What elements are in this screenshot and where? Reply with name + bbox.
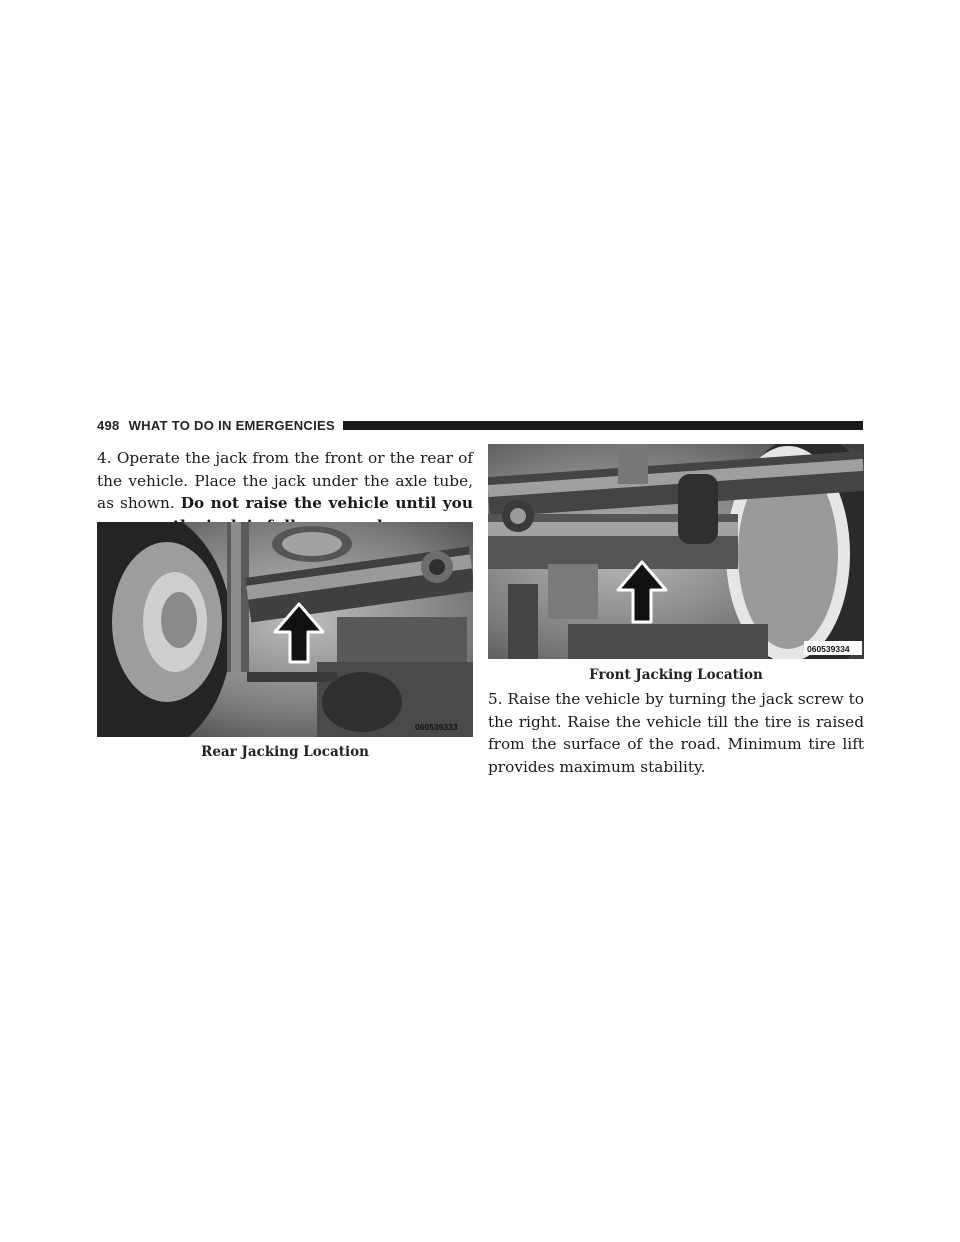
section-title: WHAT TO DO IN EMERGENCIES [128, 417, 335, 433]
front-jacking-image [488, 444, 864, 659]
header-rule [343, 421, 863, 430]
page-number: 498 [97, 417, 120, 433]
rear-jacking-image [97, 522, 473, 737]
rear-figure-caption: Rear Jacking Location [201, 744, 369, 760]
front-figure-caption: Front Jacking Location [589, 667, 763, 683]
step-5-text: 5. Raise the vehicle by turning the jack screw to the right. Raise the vehicle till the tire is raised from the surface of the road. Minimum tire lift provides maximum stability. [488, 690, 864, 776]
step-4-warning: Do not raise the vehicle until you [180, 494, 473, 513]
step-4-text: 4. Operate the jack from the front or the rear of the vehicle. Place the jack under the axle tube, as shown. [97, 449, 473, 513]
front-figure-code: 060539334 [807, 644, 850, 654]
page-header [97, 417, 863, 433]
step-5-paragraph [488, 688, 864, 778]
rear-figure-code: 060539333 [415, 722, 458, 732]
